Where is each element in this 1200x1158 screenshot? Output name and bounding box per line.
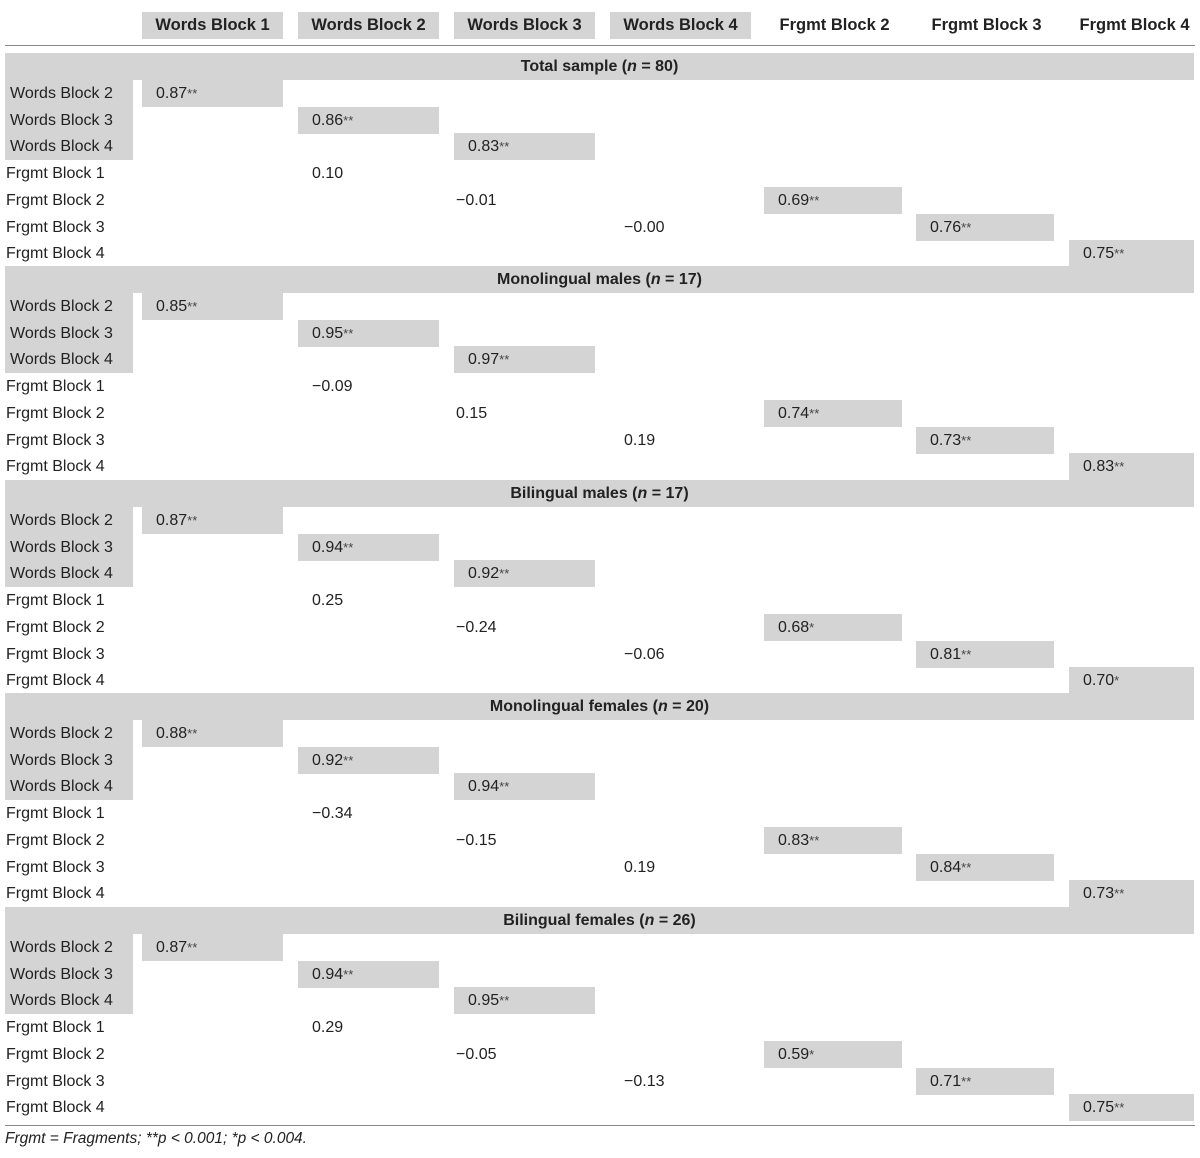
correlation-cell: [916, 214, 1054, 241]
correlation-value: −0.06: [624, 645, 665, 663]
correlation-cell: [142, 720, 283, 747]
correlation-value: 0.87: [156, 939, 188, 956]
correlation-cell: [610, 427, 751, 454]
section-n-value: = 17): [647, 485, 689, 502]
correlation-cell: [916, 1068, 1054, 1095]
correlation-cell: [142, 80, 283, 107]
row-label: Frgmt Block 2: [6, 191, 105, 209]
correlation-cell: [298, 800, 439, 827]
row-label: Frgmt Block 4: [6, 1099, 105, 1117]
row-label: Frgmt Block 1: [6, 1019, 105, 1037]
footer-rule: [5, 1125, 1195, 1126]
correlation-cell: [298, 1014, 439, 1041]
row-label: Frgmt Block 4: [6, 885, 105, 903]
correlation-value: −0.01: [456, 191, 497, 209]
correlation-cell: [142, 507, 283, 534]
correlation-cell: [454, 1041, 595, 1068]
header-rule: [5, 45, 1195, 46]
correlation-value: 0.94: [312, 965, 344, 983]
correlation-cell: [610, 641, 751, 668]
col-header-frgmt-block-4: Frgmt Block 4: [1079, 16, 1190, 34]
significance-marker: **: [499, 352, 510, 368]
correlation-cell: [610, 1068, 751, 1095]
significance-marker: **: [343, 539, 354, 555]
correlation-value: 0.15: [456, 404, 488, 422]
significance-marker: **: [809, 192, 820, 208]
correlation-value: 0.86: [312, 111, 344, 129]
correlation-value: 0.87: [156, 512, 188, 529]
correlation-value: 0.19: [624, 858, 656, 876]
correlation-value: 0.75: [1083, 1099, 1115, 1117]
correlation-value: 0.88: [156, 725, 188, 742]
correlation-cell: [764, 187, 902, 214]
row-label: Frgmt Block 3: [6, 858, 105, 876]
significance-marker: **: [187, 86, 198, 101]
col-header-frgmt-block-2: Frgmt Block 2: [779, 16, 890, 34]
correlation-value: 0.73: [930, 431, 962, 449]
correlation-value: −0.05: [456, 1045, 497, 1063]
row-label: Words Block 4: [5, 560, 133, 587]
section-title: Monolingual males (: [497, 271, 651, 288]
significance-marker: **: [499, 993, 510, 1009]
significance-marker: **: [1114, 1100, 1125, 1116]
row-label: Words Block 4: [5, 133, 133, 160]
section-n-symbol: n: [627, 58, 637, 75]
col-header-words-block-2: Words Block 2: [298, 12, 439, 39]
significance-marker: **: [343, 752, 354, 768]
significance-marker: **: [1114, 886, 1125, 902]
significance-marker: *: [1114, 673, 1120, 689]
correlation-cell: [298, 587, 439, 614]
row-label: Frgmt Block 1: [6, 165, 105, 183]
section-title: Bilingual females (: [503, 912, 645, 929]
row-label: Frgmt Block 1: [6, 378, 105, 396]
row-label: Words Block 3: [5, 534, 133, 561]
significance-marker: **: [1114, 246, 1125, 262]
correlation-value: 0.92: [312, 751, 344, 769]
correlation-value: 0.29: [312, 1019, 344, 1037]
significance-marker: **: [961, 219, 972, 235]
correlation-value: 0.95: [468, 992, 500, 1010]
row-label: Frgmt Block 3: [6, 431, 105, 449]
significance-marker: *: [809, 619, 815, 635]
section-header-monolingual-males-n-17: [5, 266, 1194, 293]
row-label: Words Block 3: [5, 320, 133, 347]
correlation-cell: [1069, 1094, 1194, 1121]
correlation-cell: [916, 854, 1054, 881]
correlation-value: 0.94: [312, 538, 344, 556]
correlation-cell: [454, 187, 595, 214]
correlation-cell: [764, 614, 902, 641]
correlation-value: 0.83: [1083, 458, 1115, 476]
row-label: Frgmt Block 4: [6, 458, 105, 476]
row-label: Frgmt Block 1: [6, 805, 105, 823]
row-label: Frgmt Block 3: [6, 1072, 105, 1090]
correlation-value: 0.84: [930, 858, 962, 876]
correlation-value: 0.75: [1083, 245, 1115, 263]
significance-marker: **: [343, 112, 354, 128]
correlation-cell: [298, 373, 439, 400]
row-label: Frgmt Block 2: [6, 831, 105, 849]
significance-marker: **: [1114, 459, 1125, 475]
col-header-frgmt-block-3: Frgmt Block 3: [931, 16, 1042, 34]
row-label: Frgmt Block 4: [6, 245, 105, 263]
row-label: Frgmt Block 2: [6, 404, 105, 422]
section-header-bilingual-females-n-26: [5, 907, 1194, 934]
correlation-value: 0.97: [468, 351, 500, 369]
significance-marker: **: [961, 646, 972, 662]
significance-marker: **: [343, 966, 354, 982]
table-footnote: Frgmt = Fragments; **p < 0.001; *p < 0.004.: [5, 1130, 307, 1147]
col-header-words-block-3: Words Block 3: [454, 12, 595, 39]
section-header-bilingual-males-n-17: [5, 480, 1194, 507]
correlation-cell: [142, 934, 283, 961]
correlation-cell: [454, 400, 595, 427]
significance-marker: **: [961, 1073, 972, 1089]
correlation-cell: [610, 214, 751, 241]
section-n-value: = 80): [636, 58, 679, 75]
correlation-value: 0.73: [1083, 885, 1115, 903]
correlation-value: 0.71: [930, 1072, 962, 1090]
correlation-cell: [298, 961, 439, 988]
significance-marker: **: [187, 513, 198, 528]
correlation-cell: [454, 346, 595, 373]
correlation-value: −0.13: [624, 1072, 665, 1090]
significance-marker: *: [809, 1046, 815, 1062]
row-label: Frgmt Block 3: [6, 645, 105, 663]
section-n-symbol: n: [657, 698, 668, 715]
row-label: Frgmt Block 1: [6, 592, 105, 610]
correlation-value: −0.24: [456, 618, 497, 636]
significance-marker: **: [499, 139, 510, 155]
row-label: Frgmt Block 2: [6, 618, 105, 636]
correlation-cell: [454, 773, 595, 800]
correlation-value: 0.85: [156, 298, 188, 315]
row-label: Frgmt Block 3: [6, 218, 105, 236]
correlation-cell: [1069, 453, 1194, 480]
correlation-cell: [764, 400, 902, 427]
significance-marker: **: [343, 325, 354, 341]
correlation-cell: [454, 614, 595, 641]
correlation-value: −0.00: [624, 218, 665, 236]
correlation-cell: [454, 827, 595, 854]
correlation-value: 0.69: [778, 191, 810, 209]
correlation-cell: [454, 133, 595, 160]
correlation-cell: [916, 641, 1054, 668]
row-label: Words Block 2: [5, 934, 133, 961]
correlation-value: 0.70: [1083, 672, 1115, 690]
correlation-cell: [454, 987, 595, 1014]
correlation-cell: [298, 107, 439, 134]
correlation-value: 0.95: [312, 324, 344, 342]
section-header-total-sample-n-80: [5, 53, 1194, 80]
correlation-value: 0.92: [468, 565, 500, 583]
significance-marker: **: [499, 566, 510, 582]
significance-marker: **: [499, 779, 510, 795]
row-label: Words Block 2: [5, 720, 133, 747]
row-label: Words Block 4: [5, 773, 133, 800]
correlation-value: 0.83: [468, 138, 500, 156]
section-n-value: = 17): [660, 271, 702, 288]
correlation-value: 0.87: [156, 85, 188, 102]
row-label: Words Block 4: [5, 346, 133, 373]
correlation-value: 0.81: [930, 645, 962, 663]
section-n-value: = 20): [667, 698, 710, 715]
row-label: Words Block 3: [5, 747, 133, 774]
correlation-value: 0.25: [312, 592, 344, 610]
correlation-value: 0.83: [778, 831, 810, 849]
correlation-value: 0.94: [468, 778, 500, 796]
row-label: Words Block 2: [5, 293, 133, 320]
section-title: Total sample (: [520, 58, 628, 75]
correlation-value: 0.10: [312, 165, 344, 183]
correlation-value: 0.19: [624, 431, 656, 449]
significance-marker: **: [809, 405, 820, 421]
correlation-cell: [298, 320, 439, 347]
col-header-words-block-1: Words Block 1: [142, 12, 283, 39]
correlation-cell: [764, 1041, 902, 1068]
row-label: Frgmt Block 2: [6, 1045, 105, 1063]
significance-marker: **: [187, 299, 198, 314]
section-n-value: = 26): [654, 912, 696, 929]
significance-marker: **: [187, 940, 198, 955]
correlation-value: −0.34: [312, 805, 353, 823]
correlation-cell: [298, 534, 439, 561]
section-title: Bilingual males (: [510, 485, 638, 502]
row-label: Words Block 2: [5, 80, 133, 107]
correlation-cell: [1069, 240, 1194, 267]
correlation-value: 0.76: [930, 218, 962, 236]
correlation-value: −0.15: [456, 831, 497, 849]
row-label: Words Block 3: [5, 107, 133, 134]
row-label: Words Block 4: [5, 987, 133, 1014]
correlation-cell: [454, 560, 595, 587]
correlation-value: −0.09: [312, 378, 353, 396]
row-label: Frgmt Block 4: [6, 672, 105, 690]
correlation-value: 0.74: [778, 404, 810, 422]
correlation-cell: [764, 827, 902, 854]
section-title: Monolingual females (: [489, 698, 658, 715]
correlation-cell: [298, 160, 439, 187]
significance-marker: **: [961, 859, 972, 875]
correlation-cell: [1069, 880, 1194, 907]
section-header-monolingual-females-n-20: [5, 693, 1194, 720]
row-label: Words Block 3: [5, 961, 133, 988]
correlation-value: 0.59: [778, 1045, 810, 1063]
section-n-symbol: n: [650, 271, 661, 288]
correlation-cell: [916, 427, 1054, 454]
section-n-symbol: n: [644, 912, 655, 929]
section-n-symbol: n: [637, 485, 648, 502]
significance-marker: **: [961, 432, 972, 448]
significance-marker: **: [187, 726, 198, 741]
row-label: Words Block 2: [5, 507, 133, 534]
correlation-cell: [610, 854, 751, 881]
correlation-value: 0.68: [778, 618, 810, 636]
correlation-cell: [298, 747, 439, 774]
correlation-cell: [142, 293, 283, 320]
col-header-words-block-4: Words Block 4: [610, 12, 751, 39]
significance-marker: **: [809, 832, 820, 848]
correlation-cell: [1069, 667, 1194, 694]
